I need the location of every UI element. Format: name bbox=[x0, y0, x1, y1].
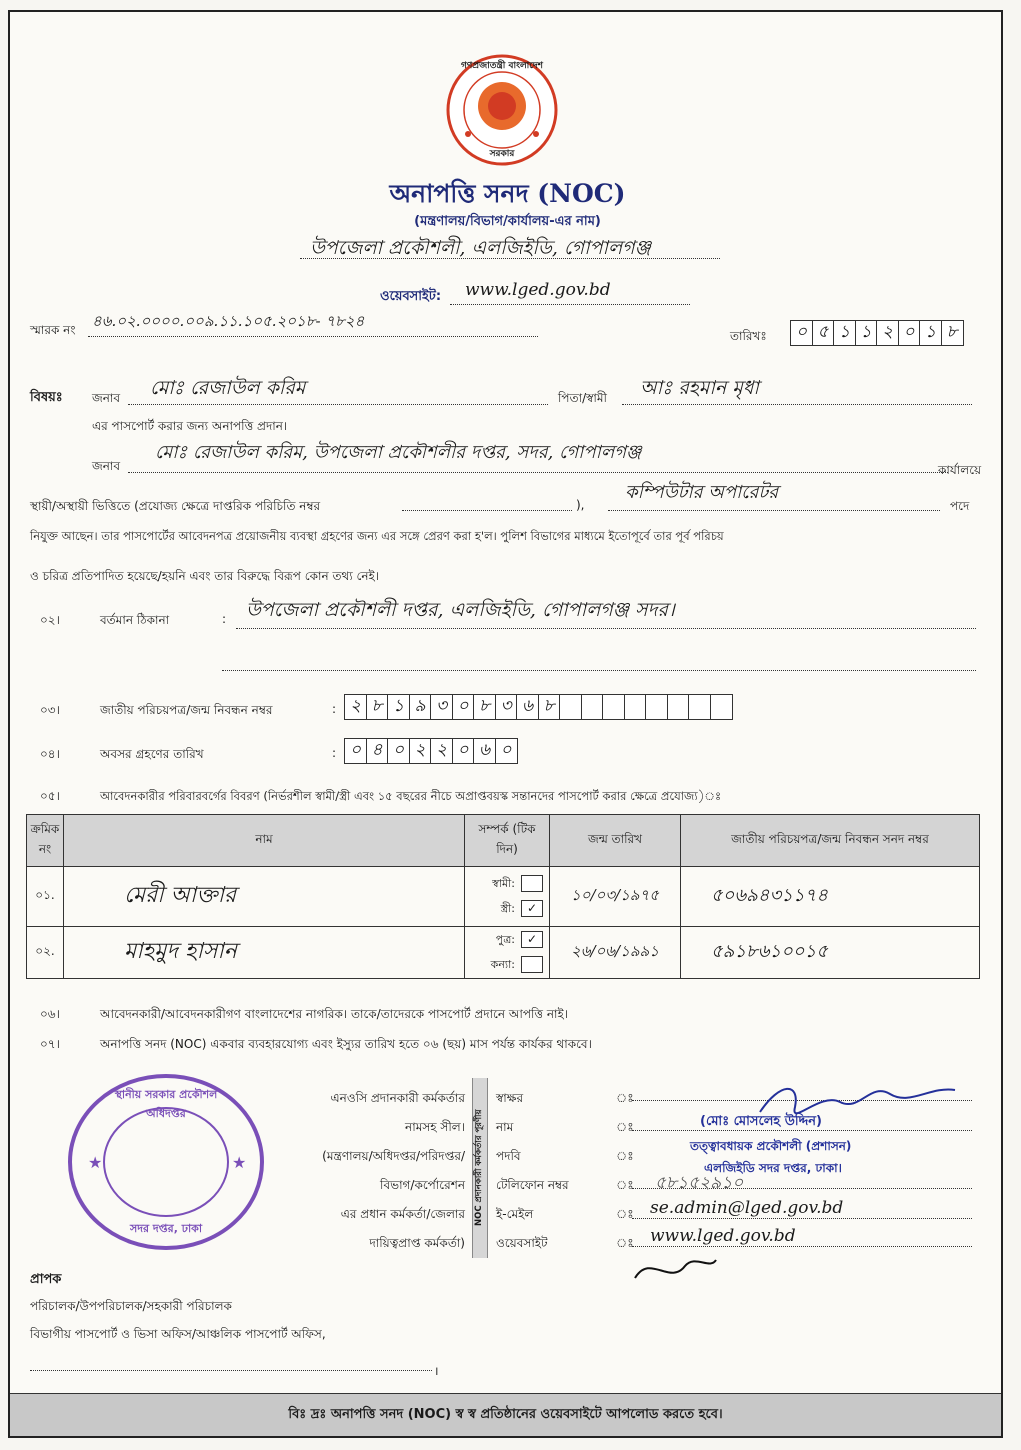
office-name: উপজেলা প্রকৌশলী, এলজিইডি, গোপালগঞ্জ bbox=[310, 237, 651, 259]
subject-mr: জনাব bbox=[92, 391, 121, 405]
row-nid: ৫৯১৮৬১০০১৫ bbox=[681, 927, 980, 979]
note07-number: ০৭। bbox=[40, 1037, 60, 1051]
col-nid: জাতীয় পরিচয়পত্র/জন্ম নিবন্ধন সনদ নম্বর bbox=[681, 815, 980, 867]
row-serial: ০২. bbox=[27, 927, 64, 979]
body-line3: নিযুক্ত আছেন। তার পাসপোর্টের আবেদনপত্র প্রয়োজনীয় ব্যবস্থা গ্রহণের জন্য এর সঙ্গে প্রেরণ করা হ'ল। পুলিশ বিভাগের মাধ্যমে ইতোপূর্বে তার পূর্ব পরিচয় bbox=[30, 529, 724, 543]
nid-digit-box: ৬ bbox=[516, 694, 539, 720]
item04-label: অবসর গ্রহণের তারিখ bbox=[100, 747, 204, 761]
relation-label-2: স্ত্রী: bbox=[500, 901, 515, 915]
noc-document bbox=[8, 10, 1003, 1438]
colon: ঃ bbox=[616, 1120, 634, 1134]
nid-boxes bbox=[344, 694, 731, 720]
col-name: নাম bbox=[64, 815, 465, 867]
signatory-description bbox=[260, 1084, 465, 1258]
stamp-text: স্থানীয় সরকার প্রকৌশল অধিদপ্তর bbox=[114, 1088, 218, 1120]
retirement-digit-box: ০ bbox=[495, 738, 518, 764]
father-name: আঃ রহমান মৃধা bbox=[640, 377, 759, 399]
col-dob: জন্ম তারিখ bbox=[550, 815, 681, 867]
relation-checkbox-2[interactable] bbox=[521, 956, 543, 973]
date-label: তারিখঃ bbox=[730, 329, 767, 343]
official-id-line bbox=[402, 492, 572, 511]
item03-label: জাতীয় পরিচয়পত্র/জন্ম নিবন্ধন নম্বর bbox=[100, 703, 273, 717]
signatory-field-labels bbox=[496, 1084, 569, 1258]
row-dob: ১০/০৩/১৯৭৫ bbox=[550, 867, 681, 927]
nid-digit-box bbox=[624, 694, 647, 720]
father-label: পিতা/স্বামী bbox=[558, 391, 607, 405]
row-nid: ৫০৬৯৪৩১১৭৪ bbox=[681, 867, 980, 927]
relation-checkbox-1[interactable]: ✓ bbox=[521, 931, 543, 948]
colon: ঃ bbox=[616, 1178, 634, 1192]
website-label: ওয়েবসাইট: bbox=[380, 289, 442, 304]
retirement-digit-box: ০ bbox=[452, 738, 475, 764]
date-digit-box: ১ bbox=[833, 320, 856, 346]
designation: কম্পিউটার অপারেটর bbox=[625, 482, 779, 503]
signatory-email: se.admin@lged.gov.bd bbox=[650, 1198, 844, 1218]
body-line2-prefix: স্থায়ী/অস্থায়ী ভিত্তিতে (প্রযোজ্য ক্ষেত্রে দাপ্তরিক পরিচিতি নম্বর bbox=[30, 499, 321, 513]
row-name: মাহমুদ হাসান bbox=[64, 927, 465, 979]
signatory-line-6: দায়িত্বপ্রাপ্ত কর্মকর্তা) bbox=[369, 1236, 465, 1250]
seal-bottom-text: সরকার bbox=[489, 149, 515, 159]
body-line4: ও চরিত্র প্রতিপাদিত হয়েছে/হয়নি এবং তার বিরুদ্ধে বিরূপ কোন তথ্য নেই। bbox=[30, 569, 380, 583]
note06-text: আবেদনকারী/আবেদনকারীগণ বাংলাদেশের নাগরিক। তাকে/তাদেরকে পাসপোর্ট প্রদানে আপত্তি নাই। bbox=[100, 1007, 569, 1021]
relation-checkbox-1[interactable] bbox=[521, 875, 543, 892]
relation-label-1: পুত্র: bbox=[495, 932, 515, 946]
item04-colon: : bbox=[332, 746, 337, 760]
subject-label: বিষয়ঃ bbox=[30, 390, 63, 405]
colon: ঃ bbox=[616, 1236, 634, 1250]
item05-number: ০৫। bbox=[40, 789, 60, 803]
field-name-label: নাম bbox=[496, 1120, 514, 1134]
field-signature-label: স্বাক্ষর bbox=[496, 1091, 524, 1105]
item04-number: ০৪। bbox=[40, 747, 60, 761]
family-table bbox=[26, 814, 980, 979]
retirement-date-boxes bbox=[344, 738, 516, 764]
address-value: উপজেলা প্রকৌশলী দপ্তর, এলজিইডি, গোপালগঞ্জ সদর। bbox=[246, 599, 675, 621]
website-value: www.lged.gov.bd bbox=[465, 280, 611, 300]
col-relation: সম্পর্ক (টিক দিন) bbox=[465, 815, 550, 867]
nid-digit-box: ৮ bbox=[366, 694, 389, 720]
note06-number: ০৬। bbox=[40, 1007, 60, 1021]
nid-digit-box: ২ bbox=[344, 694, 367, 720]
signatory-line-2: নামসহ সীল। bbox=[405, 1120, 465, 1134]
svg-text:★: ★ bbox=[88, 1153, 103, 1172]
recipient-line-end: । bbox=[434, 1364, 439, 1378]
body-mr: জনাব bbox=[92, 459, 121, 473]
page-title: অনাপত্তি সনদ (NOC) bbox=[389, 179, 626, 208]
row-relation bbox=[465, 867, 550, 927]
initial-scribble bbox=[630, 1248, 720, 1292]
relation-label-1: স্বামী: bbox=[492, 876, 515, 890]
memo-number: ৪৬.০২.০০০০.০০৯.১১.১০৫.২০১৮- ৭৮২৪ bbox=[92, 312, 365, 330]
field-phone-label: টেলিফোন নম্বর bbox=[496, 1178, 569, 1192]
nid-digit-box: ১ bbox=[387, 694, 410, 720]
subject-line2: এর পাসপোর্ট করার জন্য অনাপত্তি প্রদান। bbox=[92, 419, 288, 433]
item03-colon: : bbox=[332, 702, 337, 716]
item02-number: ০২। bbox=[40, 613, 60, 627]
item03-number: ০৩। bbox=[40, 703, 60, 717]
recipient-line-2: বিভাগীয় পাসপোর্ট ও ভিসা অফিস/আঞ্চলিক পাসপোর্ট অফিস, bbox=[30, 1327, 326, 1341]
stamp-bottom-text: সদর দপ্তর, ঢাকা bbox=[129, 1222, 203, 1235]
field-website-label: ওয়েবসাইট bbox=[496, 1236, 548, 1250]
nid-digit-box bbox=[688, 694, 711, 720]
signatory-phone: ৫৮১৫২৯১০ bbox=[655, 1173, 744, 1193]
row-name: মেরী আক্তার bbox=[64, 867, 465, 927]
recipient-address-line bbox=[30, 1358, 432, 1371]
nid-digit-box bbox=[602, 694, 625, 720]
memo-label: স্মারক নং bbox=[30, 323, 76, 337]
address-line-2 bbox=[222, 652, 976, 671]
svg-text:★: ★ bbox=[232, 1153, 247, 1172]
field-email-label: ই-মেইল bbox=[496, 1207, 534, 1221]
date-digit-box: ১ bbox=[855, 320, 878, 346]
nid-digit-box: ৮ bbox=[538, 694, 561, 720]
office-stamp bbox=[66, 1072, 266, 1252]
colon: ঃ bbox=[616, 1091, 634, 1105]
row-serial: ০১. bbox=[27, 867, 64, 927]
item05-text: আবেদনকারীর পরিবারবর্গের বিবরণ (নির্ভরশীল স্বামী/স্ত্রী এবং ১৫ বছরের নীচে অপ্রাপ্তবয়স্ক সন্তানদের পাসপোর্ট করার ক্ষেত্রে প্রযোজ্য)ঃ bbox=[100, 789, 722, 803]
note07-text: অনাপত্তি সনদ (NOC) একবার ব্যবহারযোগ্য এবং ইস্যুর তারিখ হতে ০৬ (ছয়) মাস পর্যন্ত কার্যকর থাকবে। bbox=[100, 1037, 592, 1051]
retirement-digit-box: ২ bbox=[430, 738, 453, 764]
signatory-name: (মোঃ মোসলেহ উদ্দিন) bbox=[700, 1114, 822, 1129]
field-designation-label: পদবি bbox=[496, 1149, 521, 1163]
signatory-line-3: (মন্ত্রণালয়/অধিদপ্তর/পরিদপ্তর/ bbox=[322, 1149, 465, 1163]
date-digit-box: ০ bbox=[790, 320, 813, 346]
date-digit-box: ০ bbox=[898, 320, 921, 346]
signatory-line-1: এনওসি প্রদানকারী কর্মকর্তার bbox=[330, 1091, 465, 1105]
date-digit-box: ৮ bbox=[941, 320, 964, 346]
subject-name: মোঃ রেজাউল করিম bbox=[150, 377, 306, 399]
nid-digit-box bbox=[710, 694, 733, 720]
signatory-line-4: বিভাগ/কর্পোরেশন bbox=[380, 1178, 465, 1192]
signatory-designation-2: এলজিইডি সদর দপ্তর, ঢাকা। bbox=[704, 1161, 842, 1175]
seal-top-text: গণপ্রজাতন্ত্রী বাংলাদেশ bbox=[461, 61, 543, 71]
government-seal bbox=[446, 54, 558, 166]
signatory-line-5: এর প্রধান কর্মকর্তা/জেলার bbox=[340, 1207, 465, 1221]
retirement-digit-box: ০ bbox=[387, 738, 410, 764]
nid-digit-box bbox=[559, 694, 582, 720]
item02-label: বর্তমান ঠিকানা bbox=[100, 613, 170, 627]
retirement-digit-box: ৪ bbox=[366, 738, 389, 764]
footer-note: বিঃ দ্রঃ অনাপত্তি সনদ (NOC) স্ব স্ব প্রতিষ্ঠানের ওয়েবসাইটে আপলোড করতে হবে। bbox=[10, 1393, 1001, 1436]
signatory-designation: তত্ত্বাবধায়ক প্রকৌশলী (প্রশাসন) bbox=[690, 1139, 852, 1153]
nid-digit-box: ৯ bbox=[409, 694, 432, 720]
body-office-suffix: কার্যালয়ে bbox=[938, 463, 982, 477]
row-relation bbox=[465, 927, 550, 979]
nid-digit-box bbox=[645, 694, 668, 720]
page-subtitle: (মন্ত্রণালয়/বিভাগ/কার্যালয়-এর নাম) bbox=[414, 214, 601, 229]
item02-colon: : bbox=[222, 612, 227, 626]
relation-checkbox-2[interactable]: ✓ bbox=[521, 900, 543, 917]
date-boxes bbox=[790, 320, 962, 346]
body-line2-mid: ), bbox=[576, 498, 585, 512]
colon: ঃ bbox=[616, 1149, 634, 1163]
date-digit-box: ১ bbox=[919, 320, 942, 346]
body-line2-suffix: পদে bbox=[950, 499, 970, 513]
nid-digit-box bbox=[581, 694, 604, 720]
col-serial: ক্রমিক নং bbox=[27, 815, 64, 867]
row-dob: ২৬/০৬/১৯৯১ bbox=[550, 927, 681, 979]
table-row bbox=[27, 927, 980, 979]
nid-digit-box: ৩ bbox=[430, 694, 453, 720]
recipient-line-1: পরিচালক/উপপরিচালক/সহকারী পরিচালক bbox=[30, 1299, 232, 1313]
nid-digit-box: ৩ bbox=[495, 694, 518, 720]
vertical-label: NOC প্রদানকারী কর্মকর্তার পূরণীয় bbox=[474, 1109, 484, 1227]
date-digit-box: ৫ bbox=[812, 320, 835, 346]
signatory-website: www.lged.gov.bd bbox=[650, 1226, 796, 1246]
retirement-digit-box: ০ bbox=[344, 738, 367, 764]
relation-label-2: কন্যা: bbox=[490, 957, 515, 971]
family-table-header bbox=[27, 815, 980, 867]
signatory-colons bbox=[616, 1084, 634, 1258]
table-row bbox=[27, 867, 980, 927]
nid-digit-box: ৮ bbox=[473, 694, 496, 720]
retirement-digit-box: ২ bbox=[409, 738, 432, 764]
nid-digit-box bbox=[667, 694, 690, 720]
body-name-office: মোঃ রেজাউল করিম, উপজেলা প্রকৌশলীর দপ্তর, সদর, গোপালগঞ্জ bbox=[155, 442, 642, 463]
retirement-digit-box: ৬ bbox=[473, 738, 496, 764]
nid-digit-box: ০ bbox=[452, 694, 475, 720]
colon: ঃ bbox=[616, 1207, 634, 1221]
recipient-label: প্রাপক bbox=[30, 1272, 62, 1287]
date-digit-box: ২ bbox=[876, 320, 899, 346]
